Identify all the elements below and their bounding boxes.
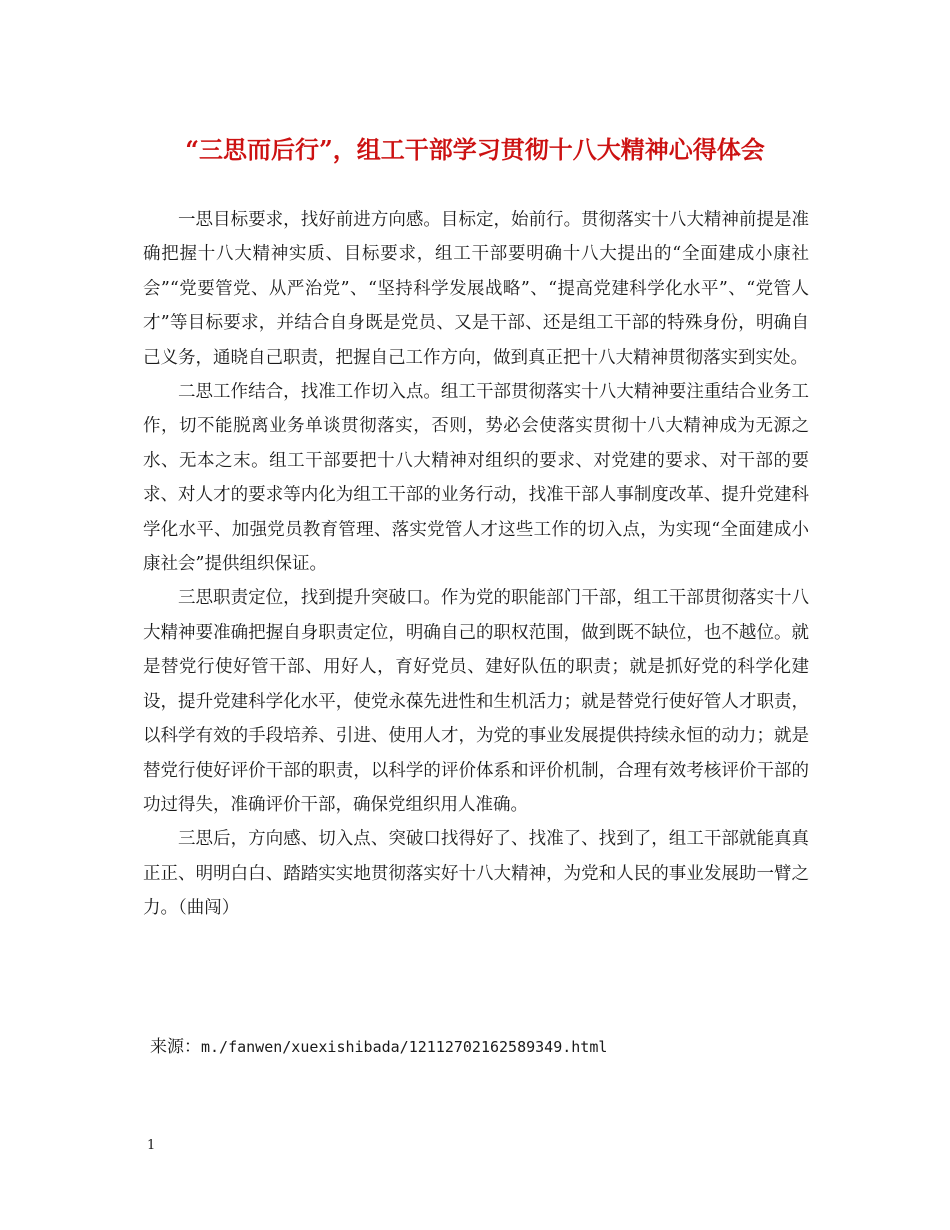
paragraph-3: 三思职责定位，找到提升突破口。作为党的职能部门干部，组工干部贯彻落实十八大精神要准确把握自身职责定位，明确自己的职权范围，做到既不缺位，也不越位。就是替党行使好管干部、用好人，育好党员、建好队伍的职责；就是抓好党的科学化建设，提升党建科学化水平，使党永葆先进性和生机活力；就是替党行使好管人才职责，以科学有效的手段培养、引进、使用人才，为党的事业发展提供持续永恒的动力；就是替党行使好评价干部的职责，以科学的评价体系和评价机制，合理有效考核评价干部的功过得失，准确评价干部，确保党组织用人准确。	[143, 588, 809, 815]
page-number: 1	[147, 1138, 156, 1153]
source-url: m./fanwen/xuexishibada/12112702162589349.html	[201, 1038, 608, 1056]
source-line	[150, 1030, 607, 1064]
paragraph-1: 一思目标要求，找好前进方向感。目标定，始前行。贯彻落实十八大精神前提是准确把握十八大精神实质、目标要求，组工干部要明确十八大提出的“全面建成小康社会”“党要管党、从严治党”、“坚持科学发展战略”、“提高党建科学化水平”、“党管人才”等目标要求，并结合自身既是党员、又是干部、还是组工干部的特殊身份，明确自己义务，通晓自己职责，把握自己工作方向，做到真正把十八大精神贯彻落实到实处。	[143, 210, 809, 368]
document-title: “三思而后行”，组工干部学习贯彻十八大精神心得体会	[185, 135, 765, 164]
source-label: 来源：	[150, 1037, 201, 1057]
paragraph-4: 三思后，方向感、切入点、突破口找得好了、找准了、找到了，组工干部就能真真正正、明明白白、踏踏实实地贯彻落实好十八大精神，为党和人民的事业发展助一臂之力。（曲闯）	[143, 829, 809, 919]
paragraph-2: 二思工作结合，找准工作切入点。组工干部贯彻落实十八大精神要注重结合业务工作，切不能脱离业务单谈贯彻落实，否则，势必会使落实贯彻十八大精神成为无源之水、无本之末。组工干部要把十八大精神对组织的要求、对党建的要求、对干部的要求、对人才的要求等内化为组工干部的业务行动，找准干部人事制度改革、提升党建科学化水平、加强党员教育管理、落实党管人才这些工作的切入点，为实现“全面建成小康社会”提供组织保证。	[143, 382, 809, 575]
document-body	[143, 203, 809, 926]
